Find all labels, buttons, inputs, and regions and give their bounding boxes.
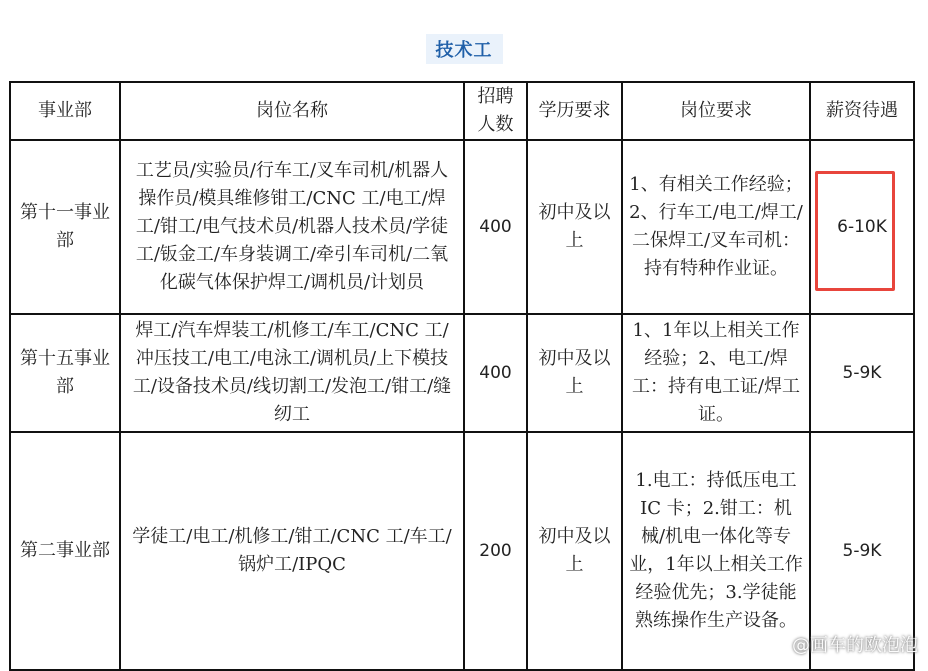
cell-requirements: 1、1年以上相关工作经验；2、电工/焊工：持有电工证/焊工证。 — [622, 314, 810, 432]
section-title: 技术工 — [426, 34, 503, 64]
cell-education: 初中及以上 — [527, 432, 622, 670]
cell-headcount: 400 — [464, 314, 527, 432]
section-title-wrap — [0, 34, 928, 64]
header-education: 学历要求 — [527, 82, 622, 140]
cell-positions: 工艺员/实验员/行车工/叉车司机/机器人操作员/模具维修钳工/CNC 工/电工/焊工/钳工/电气技术员/机器人技术员/学徒工/钣金工/车身装调工/牵引车司机/二氧化碳气体保护焊工/调机员/计划员 — [120, 140, 464, 314]
cell-salary-highlighted — [810, 140, 914, 314]
table-header-row — [10, 82, 914, 140]
cell-positions: 学徒工/电工/机修工/钳工/CNC 工/车工/锅炉工/IPQC — [120, 432, 464, 670]
header-headcount: 招聘人数 — [464, 82, 527, 140]
header-division: 事业部 — [10, 82, 120, 140]
cell-division: 第十五事业部 — [10, 314, 120, 432]
cell-salary: 5-9K — [810, 432, 914, 670]
cell-requirements: 1.电工：持低压电工 IC 卡；2.钳工：机械/机电一体化等专业，1年以上相关工作经验优先；3.学徒能熟练操作生产设备。 — [622, 432, 810, 670]
watermark: @画车的欧泡泡 — [792, 635, 918, 656]
cell-salary: 5-9K — [810, 314, 914, 432]
cell-education: 初中及以上 — [527, 314, 622, 432]
cell-headcount: 200 — [464, 432, 527, 670]
salary-value: 6-10K — [837, 217, 887, 237]
jobs-table — [9, 81, 915, 671]
highlight-box — [815, 171, 895, 291]
cell-headcount: 400 — [464, 140, 527, 314]
cell-requirements: 1、有相关工作经验；2、行车工/电工/焊工/二保焊工/叉车司机：持有特种作业证。 — [622, 140, 810, 314]
cell-positions: 焊工/汽车焊装工/机修工/车工/CNC 工/冲压技工/电工/电泳工/调机员/上下模技工/设备技术员/线切割工/发泡工/钳工/缝纫工 — [120, 314, 464, 432]
header-salary: 薪资待遇 — [810, 82, 914, 140]
table-row — [10, 432, 914, 670]
header-positions: 岗位名称 — [120, 82, 464, 140]
cell-division: 第十一事业部 — [10, 140, 120, 314]
cell-division: 第二事业部 — [10, 432, 120, 670]
header-requirements: 岗位要求 — [622, 82, 810, 140]
table-row — [10, 314, 914, 432]
table-row — [10, 140, 914, 314]
cell-education: 初中及以上 — [527, 140, 622, 314]
